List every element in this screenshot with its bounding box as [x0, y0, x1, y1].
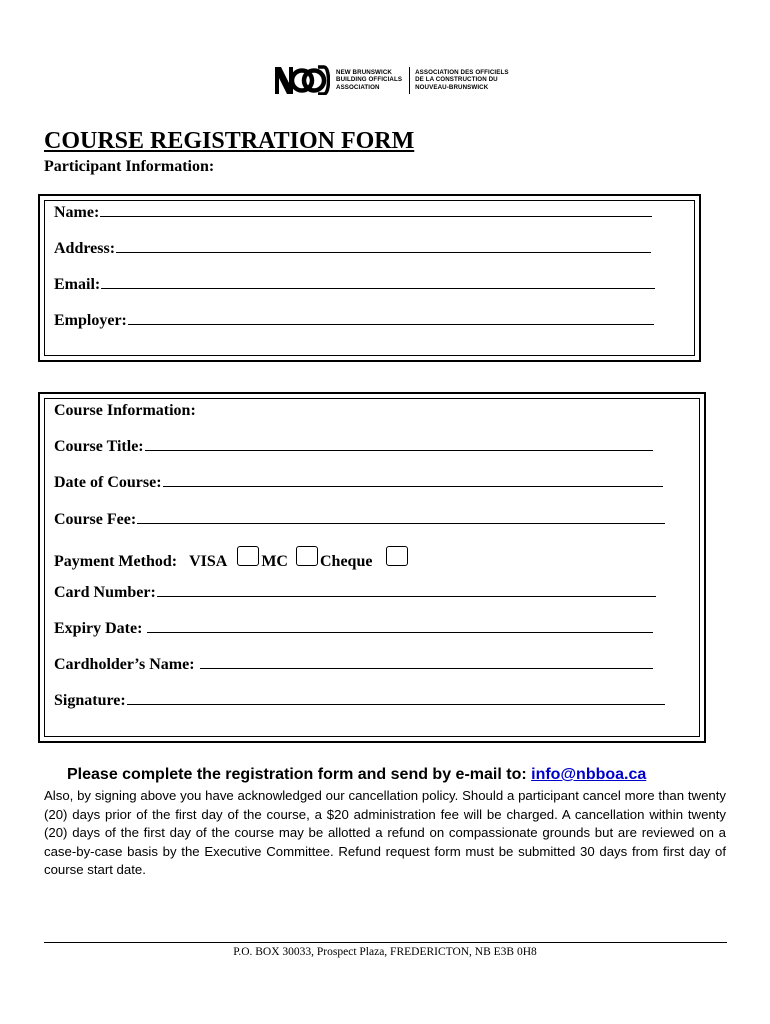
expiry-date-field[interactable] [54, 620, 653, 638]
course-information-heading: Course Information: [54, 402, 196, 419]
cancellation-policy-text: Also, by signing above you have acknowledged our cancellation policy. Should a participant cancel more than twenty (20) days prior of the first day of the course, a $20 administration fee will be charged. A cancellation within twenty (20) days of the first day of the course may be allotted a refund on compassionate grounds but are reviewed on a case-by-case basis by the Executive Committee. Refund request form must be submitted 30 days from first day of course start date. [44, 788, 726, 877]
cardholder-name-input-line[interactable] [200, 656, 653, 669]
mc-option-label: MC [261, 553, 288, 570]
send-instruction [67, 766, 646, 784]
date-of-course-input-line[interactable] [163, 474, 663, 487]
field-label: Date of Course: [54, 474, 162, 491]
card-number-input-line[interactable] [157, 584, 656, 597]
field-label: Signature: [54, 692, 126, 709]
employer-input-line[interactable] [128, 312, 654, 325]
course-title-input-line[interactable] [145, 438, 653, 451]
course-information-box [38, 392, 706, 743]
field-label: Address: [54, 240, 116, 257]
mc-checkbox[interactable] [296, 546, 318, 566]
email-input-line[interactable] [101, 276, 655, 289]
field-label: Name: [54, 204, 100, 221]
logo-french-line: NOUVEAU-BRUNSWICK [415, 83, 489, 91]
date-of-course-field[interactable] [54, 474, 663, 492]
visa-option-label: VISA [189, 553, 228, 570]
logo-english-line: NEW BRUNSWICK [336, 68, 392, 76]
email-link[interactable]: info@nbboa.ca [531, 766, 647, 783]
signature-input-line[interactable] [127, 692, 665, 705]
card-number-field[interactable] [54, 584, 656, 602]
address-field[interactable] [54, 240, 651, 258]
field-label: Employer: [54, 312, 127, 329]
cheque-checkbox[interactable] [386, 546, 408, 566]
course-fee-field[interactable] [54, 511, 665, 529]
send-instruction-text: Please complete the registration form and send by e-mail to: [67, 766, 527, 783]
field-label: Expiry Date: [54, 620, 147, 637]
association-logo [274, 64, 509, 96]
field-label: Course Fee: [54, 511, 137, 528]
email-field[interactable] [54, 276, 655, 294]
logo-divider [409, 67, 410, 94]
participant-information-box [38, 194, 701, 362]
nbboa-logo-mark-icon [274, 65, 330, 95]
expiry-date-input-line[interactable] [147, 620, 653, 633]
logo-english-line: ASSOCIATION [336, 83, 380, 91]
logo-english-name [336, 69, 402, 92]
cardholder-name-field[interactable] [54, 656, 653, 674]
field-label: Email: [54, 276, 101, 293]
footer-address: P.O. BOX 30033, Prospect Plaza, FREDERICTON, NB E3B 0H8 [233, 946, 537, 958]
footer-divider [44, 942, 727, 943]
participant-information-heading: Participant Information: [44, 158, 215, 175]
address-input-line[interactable] [116, 240, 651, 253]
payment-method-field [54, 546, 410, 571]
signature-field[interactable] [54, 692, 665, 710]
payment-method-label: Payment Method: [54, 553, 178, 570]
course-fee-input-line[interactable] [137, 511, 665, 524]
course-title-field[interactable] [54, 438, 653, 456]
employer-field[interactable] [54, 312, 654, 330]
name-field[interactable] [54, 204, 652, 222]
logo-french-line: DE LA CONSTRUCTION DU [415, 76, 498, 84]
page-title: COURSE REGISTRATION FORM [44, 128, 415, 154]
name-input-line[interactable] [100, 204, 652, 217]
field-label: Cardholder’s Name: [54, 656, 199, 673]
logo-french-line: ASSOCIATION DES OFFICIELS [415, 68, 509, 76]
field-label: Card Number: [54, 584, 156, 601]
visa-checkbox[interactable] [237, 546, 259, 566]
cheque-option-label: Cheque [319, 553, 373, 570]
logo-french-name [415, 69, 508, 92]
field-label: Course Title: [54, 438, 144, 455]
logo-english-line: BUILDING OFFICIALS [336, 76, 403, 84]
